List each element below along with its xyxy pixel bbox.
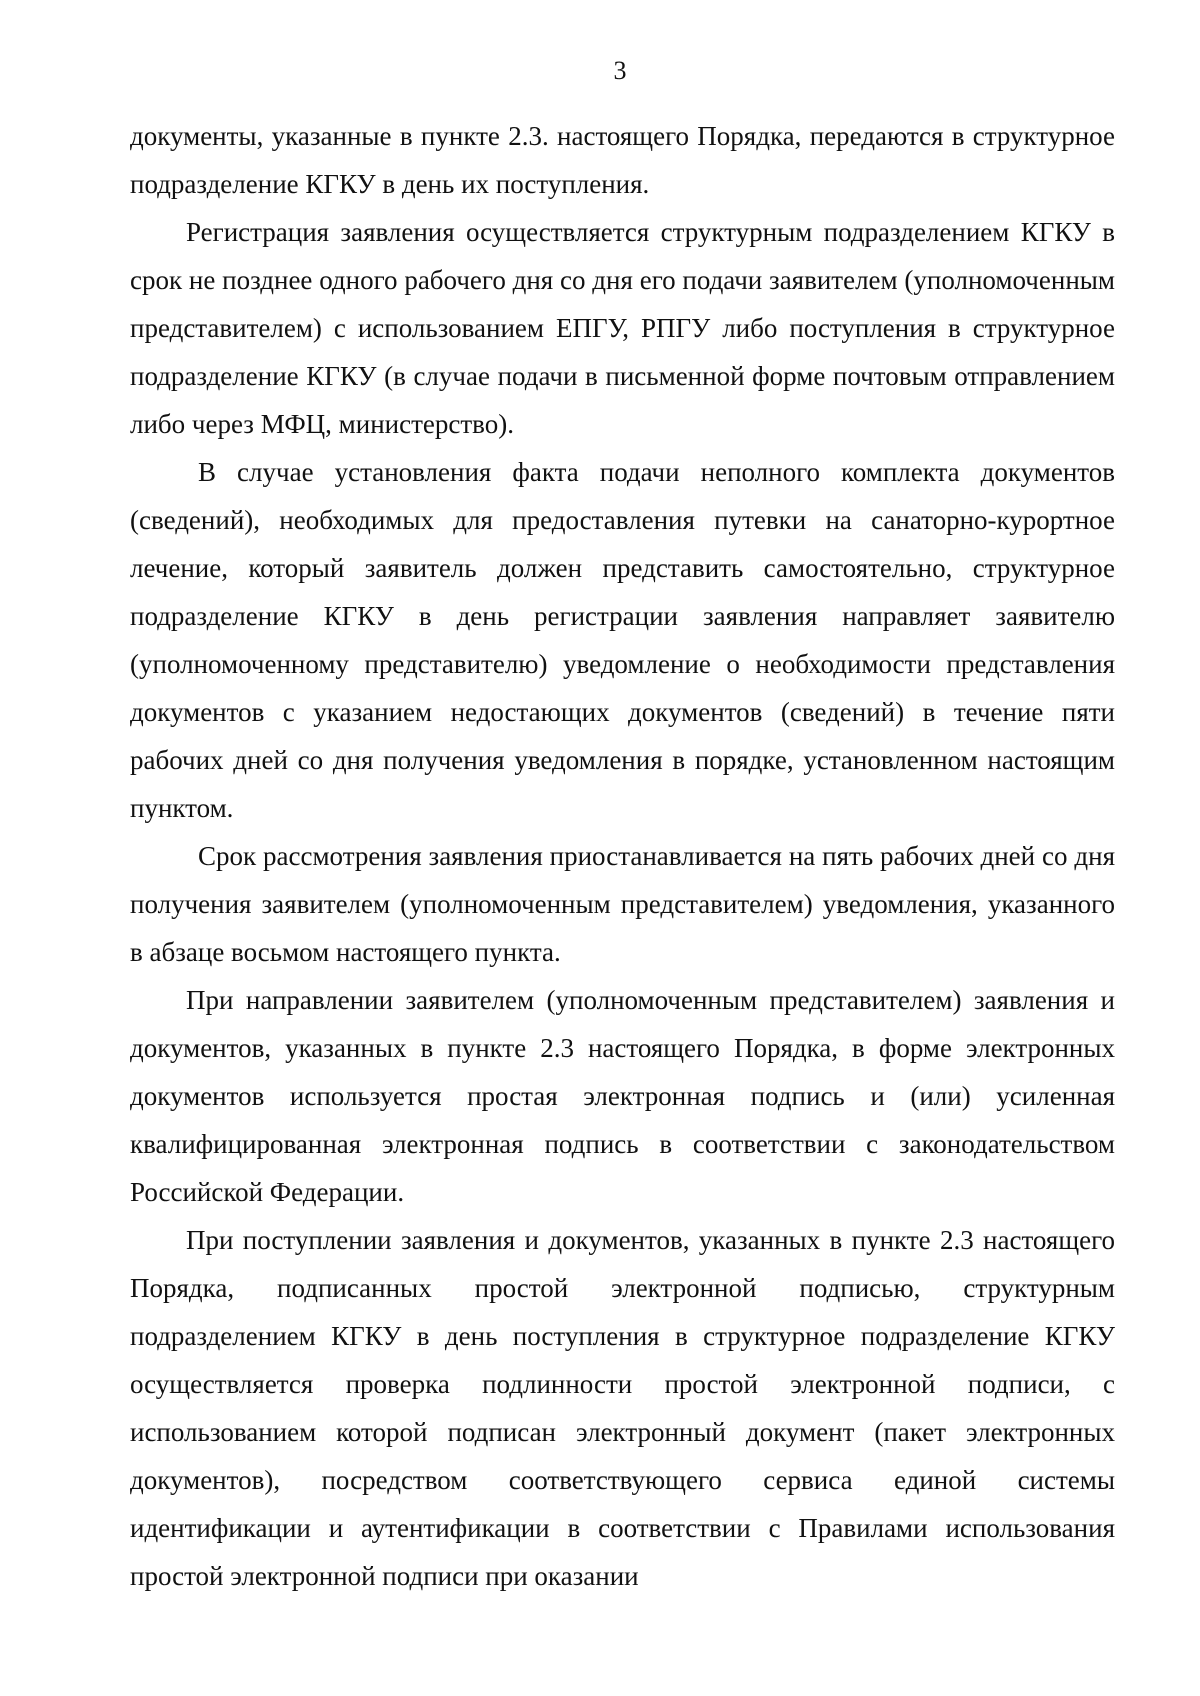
paragraph-electronic-signature: При направлении заявителем (уполномоченным представителем) заявления и документов, указанных в пункте 2.3 настоящего Порядка, в форме электронных документов используется простая электронная подпись и (или) усиленная квалифицированная электронная подпись в соответствии с законодательством Российской Федерации.: [130, 985, 1115, 1207]
page-number: 3: [613, 56, 627, 85]
paragraph-registration: Регистрация заявления осуществляется структурным подразделением КГКУ в срок не позднее одного рабочего дня со дня его подачи заявителем (уполномоченным представителем) с использованием ЕПГУ, РПГУ либо поступления в структурное подразделение КГКУ (в случае подачи в письменной форме почтовым отправлением либо через МФЦ, министерство).: [130, 217, 1115, 439]
document-body: [130, 112, 1115, 1600]
paragraph-continuation: документы, указанные в пункте 2.3. настоящего Порядка, передаются в структурное подразделение КГКУ в день их поступления.: [130, 121, 1115, 199]
paragraph-review-suspension: Срок рассмотрения заявления приостанавливается на пять рабочих дней со дня получения заявителем (уполномоченным представителем) уведомления, указанного в абзаце восьмом настоящего пункта.: [130, 841, 1115, 967]
paragraph-incomplete-documents: В случае установления факта подачи неполного комплекта документов (сведений), необходимых для предоставления путевки на санаторно-курортное лечение, который заявитель должен представить самостоятельно, структурное подразделение КГКУ в день регистрации заявления направляет заявителю (уполномоченному представителю) уведомление о необходимости представления документов с указанием недостающих документов (сведений) в течение пяти рабочих дней со дня получения уведомления в порядке, установленном настоящим пунктом.: [130, 457, 1115, 823]
paragraph-signature-verification: При поступлении заявления и документов, указанных в пункте 2.3 настоящего Порядка, подписанных простой электронной подписью, структурным подразделением КГКУ в день поступления в структурное подразделение КГКУ осуществляется проверка подлинности простой электронной подписи, с использованием которой подписан электронный документ (пакет электронных документов), посредством соответствующего сервиса единой системы идентификации и аутентификации в соответствии с Правилами использования простой электронной подписи при оказании: [130, 1225, 1115, 1591]
